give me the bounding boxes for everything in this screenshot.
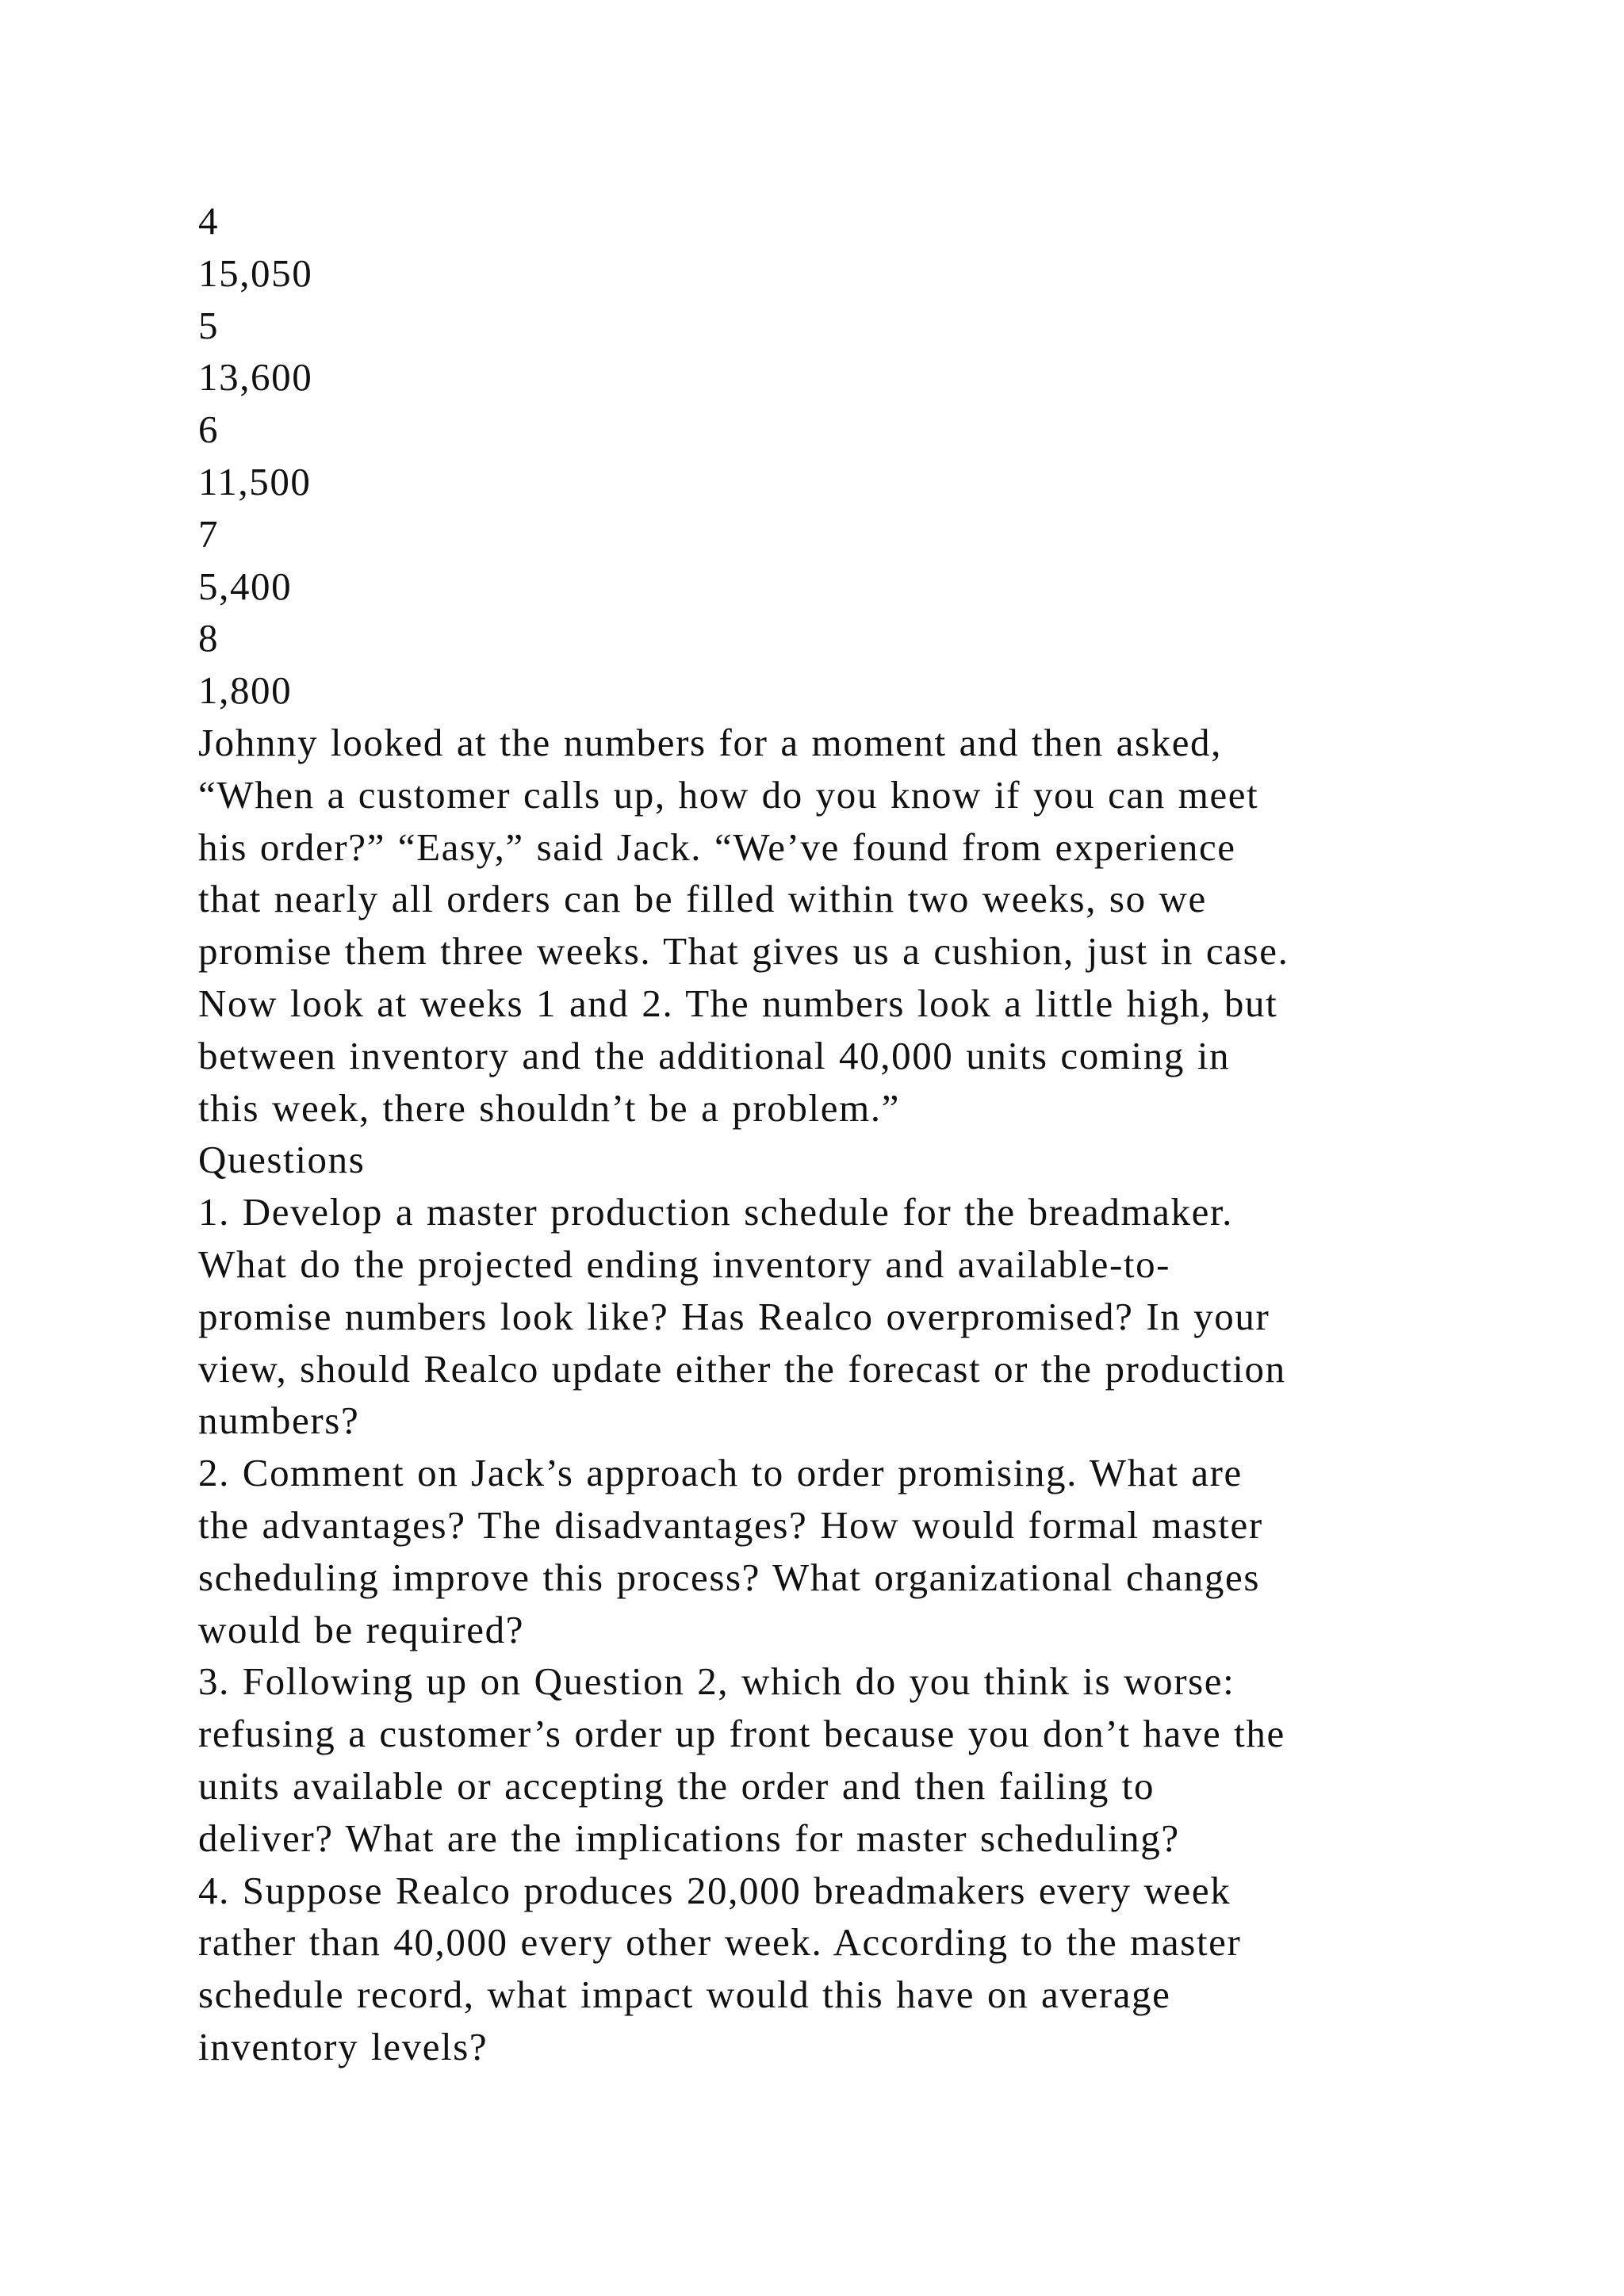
- narrative-line: his order?” “Easy,” said Jack. “We’ve found from experience: [198, 825, 1236, 869]
- narrative-line: between inventory and the additional 40,000 units coming in: [198, 1033, 1231, 1077]
- table-week-value: 1,800: [198, 668, 293, 713]
- table-week-value: 15,050: [198, 251, 313, 295]
- question-1-line: view, should Realco update either the forecast or the production: [198, 1346, 1286, 1391]
- question-3-line: deliver? What are the implications for master scheduling?: [198, 1816, 1180, 1860]
- table-week-number: 4: [198, 199, 220, 243]
- table-week-value: 13,600: [198, 355, 313, 400]
- question-3-line: refusing a customer’s order up front because you don’t have the: [198, 1712, 1285, 1756]
- question-3-line: 3. Following up on Question 2, which do you think is worse:: [198, 1659, 1235, 1704]
- narrative-line: that nearly all orders can be filled within two weeks, so we: [198, 877, 1207, 921]
- question-1-line: numbers?: [198, 1399, 360, 1443]
- table-week-number: 6: [198, 408, 220, 452]
- question-2-line: scheduling improve this process? What organizational changes: [198, 1555, 1261, 1599]
- table-week-number: 5: [198, 303, 220, 347]
- narrative-line: Now look at weeks 1 and 2. The numbers look a little high, but: [198, 981, 1278, 1025]
- question-4-line: 4. Suppose Realco produces 20,000 breadmakers every week: [198, 1868, 1231, 1912]
- table-week-number: 8: [198, 616, 220, 660]
- question-1-line: promise numbers look like? Has Realco overpromised? In your: [198, 1294, 1270, 1338]
- table-week-number: 7: [198, 511, 220, 556]
- question-1-line: What do the projected ending inventory and available-to-: [198, 1242, 1171, 1286]
- question-2-line: the advantages? The disadvantages? How would formal master: [198, 1502, 1263, 1547]
- question-4-line: inventory levels?: [198, 2024, 488, 2068]
- question-2-line: would be required?: [198, 1607, 525, 1651]
- questions-heading: Questions: [198, 1138, 366, 1182]
- question-4-line: rather than 40,000 every other week. According to the master: [198, 1920, 1242, 1965]
- document-body: [198, 195, 1546, 2073]
- question-4-line: schedule record, what impact would this have on average: [198, 1973, 1171, 2017]
- table-week-value: 5,400: [198, 564, 293, 608]
- narrative-line: promise them three weeks. That gives us a cushion, just in case.: [198, 929, 1289, 974]
- narrative-line: Johnny looked at the numbers for a moment and then asked,: [198, 720, 1223, 764]
- narrative-line: “When a customer calls up, how do you know if you can meet: [198, 772, 1259, 817]
- question-1-line: 1. Develop a master production schedule for the breadmaker.: [198, 1190, 1234, 1234]
- question-2-line: 2. Comment on Jack’s approach to order promising. What are: [198, 1451, 1243, 1495]
- table-week-value: 11,500: [198, 459, 312, 503]
- narrative-line: this week, there shouldn’t be a problem.”: [198, 1085, 900, 1130]
- question-3-line: units available or accepting the order and then failing to: [198, 1763, 1155, 1808]
